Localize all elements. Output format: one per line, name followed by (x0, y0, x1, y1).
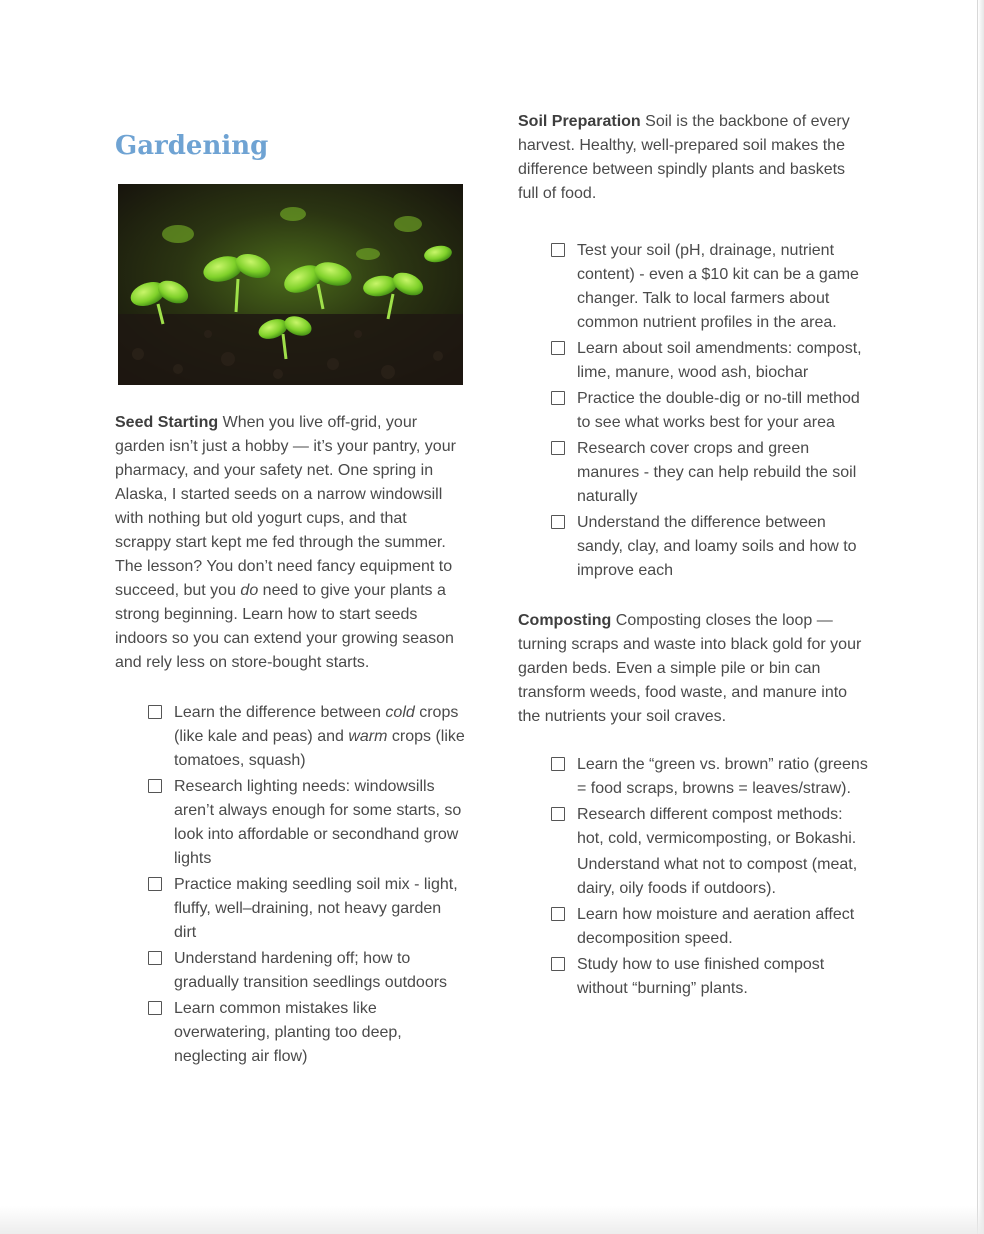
item-emphasis: warm (348, 728, 388, 745)
checkbox[interactable] (551, 341, 565, 355)
checkbox[interactable] (551, 807, 565, 821)
list-item (148, 997, 465, 1069)
right-column (518, 110, 868, 1003)
checkbox[interactable] (551, 243, 565, 257)
item-text: Practice making seedling soil mix - light, fluffy, well–draining, not heavy garden dirt (174, 876, 458, 941)
item-text: Practice the double-dig or no-till method to see what works best for your area (577, 390, 860, 431)
composting-heading: Composting (518, 612, 612, 629)
list-item (148, 701, 465, 773)
checkbox[interactable] (148, 1001, 162, 1015)
page-bottom-shadow (0, 1206, 984, 1234)
checkbox[interactable] (551, 757, 565, 771)
item-text: Test your soil (pH, drainage, nutrient content) - even a $10 kit can be a game changer. Talk to local farmers about common nutrient profiles in the area. (577, 242, 859, 331)
list-item (551, 903, 868, 951)
checkbox[interactable] (148, 779, 162, 793)
composting-paragraph (518, 609, 868, 729)
list-item (551, 387, 868, 435)
checkbox[interactable] (551, 907, 565, 921)
page-title: Gardening (115, 131, 269, 161)
page-edge (977, 0, 984, 1234)
item-text: crops (like kale and peas) and (174, 704, 459, 745)
checkbox[interactable] (148, 951, 162, 965)
item-text: crops (like tomatoes, squash) (174, 728, 465, 769)
seed-starting-body-part1: When you live off-grid, your garden isn’t just a hobby — it’s your pantry, your pharmacy, and your safety net. One spring in Alaska, I started seeds on a narrow windowsill with nothing but old yogurt cups, and that scrappy start kept me fed through the summer. The lesson? You don’t need fancy equipment to succeed, but you (115, 414, 456, 599)
seed-starting-paragraph (115, 411, 465, 675)
left-column (115, 128, 465, 1071)
composting-body: Composting closes the loop — turning scraps and waste into black gold for your garden beds. Even a simple pile or bin can transform weeds, food waste, and manure into the nutrients your soil craves. (518, 612, 862, 725)
list-item (148, 873, 465, 945)
item-text: Learn the “green vs. brown” ratio (greens = food scraps, browns = leaves/straw). (577, 756, 868, 797)
list-item (551, 239, 868, 335)
checkbox[interactable] (551, 957, 565, 971)
seedlings-photo (118, 184, 463, 385)
item-emphasis: cold (385, 704, 415, 721)
composting-checklist (551, 753, 868, 1001)
item-text: Research cover crops and green manures - they can help rebuild the soil naturally (577, 440, 857, 505)
list-item (551, 753, 868, 801)
list-item (551, 511, 868, 583)
list-item (551, 437, 868, 509)
item-text: Understand what not to compost (meat, dairy, oily foods if outdoors). (577, 856, 858, 897)
list-item (551, 337, 868, 385)
item-text: Understand the difference between sandy, clay, and loamy soils and how to improve each (577, 514, 857, 579)
checkbox[interactable] (551, 441, 565, 455)
item-text: Learn the difference between (174, 704, 386, 721)
seed-starting-heading: Seed Starting (115, 414, 219, 431)
list-item (551, 853, 868, 901)
list-item (148, 775, 465, 871)
soil-preparation-body: Soil is the backbone of every harvest. Healthy, well-prepared soil makes the difference between spindly plants and baskets full of food. (518, 113, 850, 202)
seed-starting-body-part2: need to give your plants a strong beginning. Learn how to start seeds indoors so you can extend your growing season and rely less on store-bought starts. (115, 582, 454, 671)
item-text: Learn common mistakes like overwatering, planting too deep, neglecting air flow) (174, 1000, 402, 1065)
item-text: Research lighting needs: windowsills aren’t always enough for some starts, so look into affordable or secondhand grow lights (174, 778, 462, 867)
checkbox[interactable] (148, 705, 162, 719)
checkbox[interactable] (551, 515, 565, 529)
checkbox[interactable] (148, 877, 162, 891)
list-item (148, 947, 465, 995)
seed-starting-body-emphasis: do (240, 582, 259, 599)
soil-preparation-heading: Soil Preparation (518, 113, 641, 130)
seed-starting-checklist (148, 701, 465, 1069)
soil-preparation-checklist (551, 239, 868, 583)
list-item (551, 803, 868, 851)
item-text: Learn how moisture and aeration affect decomposition speed. (577, 906, 855, 947)
item-text: Understand hardening off; how to gradually transition seedlings outdoors (174, 950, 448, 991)
soil-preparation-paragraph (518, 110, 868, 206)
item-text: Study how to use finished compost without “burning” plants. (577, 956, 825, 997)
item-text: Learn about soil amendments: compost, lime, manure, wood ash, biochar (577, 340, 862, 381)
item-text: Research different compost methods: hot, cold, vermicomposting, or Bokashi. (577, 806, 857, 847)
checkbox[interactable] (551, 391, 565, 405)
list-item (551, 953, 868, 1001)
